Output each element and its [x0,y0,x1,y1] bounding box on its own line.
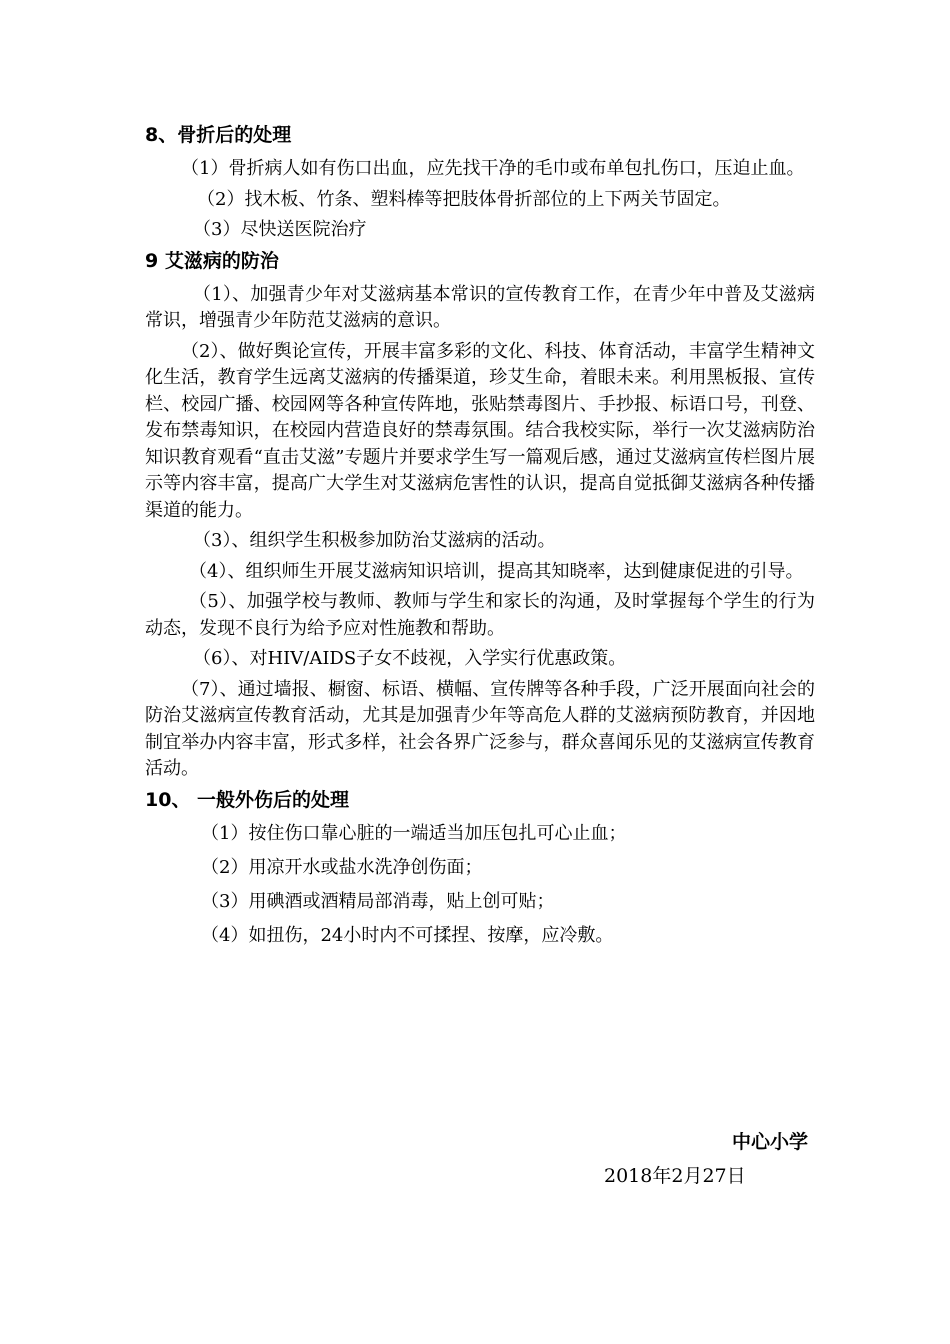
school-signature: 中心小学 [731,1131,808,1153]
section-heading-9: 9 艾滋病的防治 [145,249,279,272]
aids-item-4: （4）、组织师生开展艾滋病知识培训，提高其知晓率，达到健康促进的引导。 [189,560,804,582]
fracture-item-2: （2）找木板、竹条、塑料棒等把肢体骨折部位的上下两关节固定。 [197,188,731,210]
section-heading-8: 8、骨折后的处理 [145,124,292,146]
injury-item-1: （1）按住伤口靠心脏的一端适当加压包扎可心止血； [201,822,627,844]
aids-item-3: （3）、组织学生积极参加防治艾滋病的活动。 [193,530,556,551]
document-date: 2018年2月27日 [604,1165,746,1187]
aids-item-5: （5）、加强学校与教师、教师与学生和家长的沟通，及时掌握每个学生的行为动态，发现不良行为给予应对性施教和帮助。 [145,591,815,639]
aids-item-7: （7）、通过墙报、橱窗、标语、横幅、宣传牌等各种手段，广泛开展面向社会的防治艾滋病宣传教育活动，尤其是加强青少年等高危人群的艾滋病预防教育，并因地制宜举办内容丰富，形式多样，社会各界广泛参与，群众喜闻乐见的艾滋病宣传教育活动。 [145,678,815,779]
fracture-item-1: （1）骨折病人如有伤口出血，应先找干净的毛巾或布单包扎伤口，压迫止血。 [181,158,805,179]
document-body [145,120,815,952]
fracture-item-3: （3）尽快送医院治疗 [193,219,367,240]
aids-item-2: （2）、做好舆论宣传，开展丰富多彩的文化、科技、体育活动，丰富学生精神文化生活，教育学生远离艾滋病的传播渠道，珍艾生命，着眼未来。利用黑板报、宣传栏、校园广播、校园网等各种宣传阵地，张贴禁毒图片、手抄报、标语口号，刊登、发布禁毒知识，在校园内营造良好的禁毒氛围。结合我校实际，举行一次艾滋病防治知识教育观看“直击艾滋”专题片并要求学生写一篇观后感，通过艾滋病宣传栏图片展示等内容丰富，提高广大学生对艾滋病危害性的认识，提高自觉抵御艾滋病各种传播渠道的能力。 [145,340,815,521]
aids-item-1: （1）、加强青少年对艾滋病基本常识的宣传教育工作，在青少年中普及艾滋病常识，增强青少年防范艾滋病的意识。 [145,283,815,331]
aids-item-6: （6）、对HIV/AIDS子女不歧视，入学实行优惠政策。 [193,648,627,669]
injury-item-4: （4）如扭伤，24小时内不可揉捏、按摩，应冷敷。 [201,924,614,946]
section-heading-10: 10、 一般外伤后的处理 [145,788,350,811]
injury-item-2: （2）用凉开水或盐水洗净创伤面； [201,856,483,878]
injury-item-3: （3）用碘酒或酒精局部消毒，贴上创可贴； [201,890,555,912]
